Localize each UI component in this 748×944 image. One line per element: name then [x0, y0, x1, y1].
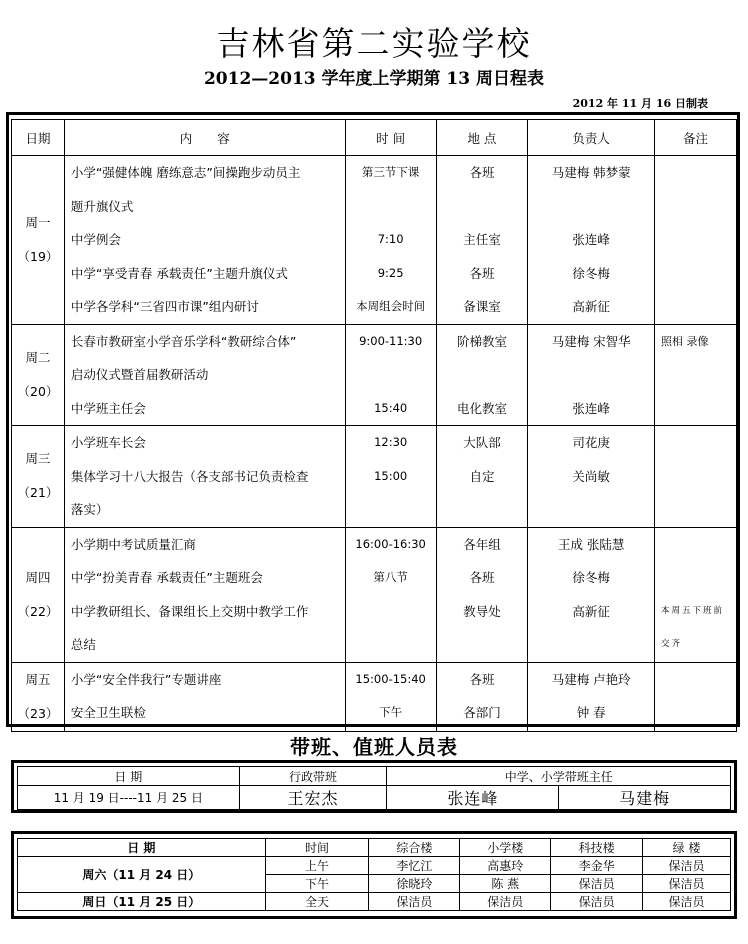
content-line: 小学班车长会 [70, 435, 146, 450]
content-line: 集体学习十八大报告（各支部书记负责检查 [70, 468, 309, 484]
weekend-header-building: 综合楼 [369, 839, 460, 857]
day-row [12, 324, 737, 426]
content-line: 落实） [70, 502, 109, 517]
content-line: 小学“安全伴我行”专题讲座 [70, 671, 222, 687]
time-cell [345, 527, 436, 662]
school-title: 吉林省第二实验学校 [216, 24, 532, 63]
day-cell [12, 426, 65, 528]
content-line: 中学教研组长、备课组长上交期中教学工作 [70, 603, 309, 619]
duty-teacher: 马建梅 [559, 786, 731, 810]
time-line: 9:25 [377, 265, 404, 280]
person-line [528, 358, 654, 392]
time-line: 7:10 [377, 232, 404, 246]
duty-header-teachers: 中学、小学带班主任 [387, 767, 731, 786]
weekend-cell: 李忆江 [369, 857, 460, 875]
note-line [655, 663, 736, 697]
note-line [655, 460, 736, 494]
note-cell [655, 156, 737, 325]
weekend-cell: 陈 燕 [460, 875, 551, 893]
made-date: 2012 年 11 月 16 日制表 [572, 97, 708, 110]
content-cell [64, 527, 345, 662]
note-line: 本周五下班前 [661, 605, 725, 616]
place-line: 大队部 [463, 435, 501, 450]
weekend-header-building: 科技楼 [551, 839, 643, 857]
place-cell [436, 156, 528, 325]
day-row [12, 662, 737, 731]
place-line [437, 190, 528, 224]
col-header-place: 地 点 [436, 120, 528, 156]
day-date: （21） [17, 485, 59, 501]
time-line: 下午 [379, 705, 403, 719]
day-row [12, 426, 737, 528]
note-line [655, 290, 736, 324]
place-line: 教导处 [463, 603, 501, 619]
content-line: 中学班主任会 [70, 400, 146, 416]
person-line [528, 493, 654, 527]
schedule-subtitle: 2012—2013 学年度上学期第 13 周日程表 [203, 69, 545, 89]
col-header-person: 负责人 [528, 120, 655, 156]
person-line: 徐冬梅 [572, 265, 610, 281]
person-cell [528, 426, 655, 528]
weekend-cell: 保洁员 [643, 893, 731, 911]
person-line: 高新征 [572, 299, 610, 314]
time-line: 15:00-15:40 [355, 671, 426, 686]
weekend-cell: 高惠玲 [460, 857, 551, 875]
person-line: 徐冬梅 [572, 570, 610, 585]
time-line: 12:30 [374, 435, 408, 449]
person-line: 张连峰 [572, 400, 610, 416]
col-header-date: 日期 [12, 120, 65, 156]
note-line [655, 392, 736, 426]
note-cell [655, 324, 737, 426]
person-line: 关尚敏 [572, 468, 610, 484]
weekend-row [18, 857, 731, 875]
time-cell [345, 324, 436, 426]
note-cell [655, 426, 737, 528]
note-line [655, 561, 736, 595]
place-line [437, 493, 528, 527]
note-line [655, 223, 736, 257]
time-line: 本周组会时间 [356, 299, 426, 313]
content-line: 安全卫生联检 [70, 705, 146, 720]
day-name: 周五 [25, 671, 51, 687]
col-header-note: 备注 [655, 120, 737, 156]
place-cell [436, 527, 528, 662]
person-cell [528, 324, 655, 426]
content-line: 中学各学科“三省四市课”组内研讨 [70, 299, 259, 314]
note-line [655, 426, 736, 460]
day-cell [12, 156, 65, 325]
place-cell [436, 426, 528, 528]
person-line [528, 190, 654, 224]
day-date: （19） [17, 248, 59, 264]
time-line: 9:00-11:30 [359, 333, 423, 348]
time-line: 15:40 [374, 400, 408, 415]
content-line: 小学“强健体魄 磨练意志”间操跑步动员主 [70, 165, 301, 180]
place-line: 各班 [469, 265, 495, 281]
note-line [655, 493, 736, 527]
time-line [346, 595, 436, 629]
content-cell [64, 324, 345, 426]
time-cell [345, 156, 436, 325]
note-line: 交齐 [661, 639, 683, 649]
person-cell [528, 156, 655, 325]
day-date: （23） [17, 705, 59, 721]
schedule-header-row [12, 120, 737, 156]
weekend-cell: 保洁员 [551, 893, 643, 911]
place-line: 电化教室 [456, 400, 507, 416]
day-name: 周四 [25, 569, 51, 585]
day-name: 周一 [25, 214, 51, 230]
person-cell [528, 662, 655, 731]
duty-admin: 王宏杰 [239, 786, 387, 810]
weekend-cell: 徐晓玲 [369, 875, 460, 893]
time-line [346, 628, 436, 662]
place-line: 备课室 [463, 299, 501, 314]
schedule-table [11, 119, 737, 732]
weekend-header-building: 小学楼 [460, 839, 551, 857]
day-cell [12, 324, 65, 426]
weekend-header-building: 绿 楼 [643, 839, 731, 857]
time-line: 15:00 [374, 468, 408, 483]
person-line: 高新征 [572, 603, 610, 619]
person-line: 王成 张陆慧 [557, 536, 625, 552]
weekend-cell: 保洁员 [551, 875, 643, 893]
weekend-table [17, 838, 731, 911]
content-cell [64, 426, 345, 528]
content-line: 长春市教研室小学音乐学科“教研综合体” [70, 333, 297, 349]
person-line: 张连峰 [572, 232, 610, 247]
day-date: （22） [17, 603, 59, 619]
day-row [12, 156, 737, 325]
weekend-cell: 保洁员 [643, 875, 731, 893]
duty-header-row [18, 767, 731, 786]
place-line: 主任室 [463, 232, 501, 247]
col-header-time: 时 间 [345, 120, 436, 156]
day-cell [12, 527, 65, 662]
day-cell [12, 662, 65, 731]
day-name: 周二 [25, 349, 51, 365]
place-line: 各班 [469, 165, 495, 180]
note-line: 照相 录像 [661, 334, 709, 348]
weekend-header-time: 时间 [265, 839, 369, 857]
person-line: 钟 春 [576, 705, 606, 720]
person-cell [528, 527, 655, 662]
weekend-cell: 保洁员 [460, 893, 551, 911]
content-cell [64, 156, 345, 325]
content-line: 中学“扮美青春 承载责任”主题班会 [70, 570, 263, 585]
person-line: 马建梅 韩梦蒙 [551, 165, 631, 180]
day-date: （20） [17, 383, 59, 399]
content-cell [64, 662, 345, 731]
place-line: 阶梯教室 [456, 333, 507, 349]
weekend-day-sunday: 周日（11 月 25 日） [18, 893, 266, 911]
person-line [528, 628, 654, 662]
weekend-day-saturday: 周六（11 月 24 日） [18, 857, 266, 893]
time-line [346, 493, 436, 527]
weekend-cell: 保洁员 [643, 857, 731, 875]
weekend-cell: 上午 [265, 857, 369, 875]
place-line: 各部门 [463, 705, 501, 720]
day-row [12, 527, 737, 662]
place-line: 各年组 [463, 536, 501, 552]
time-line: 第三节下课 [361, 165, 420, 179]
content-line: 中学“享受青春 承载责任”主题升旗仪式 [70, 265, 288, 281]
content-line: 题升旗仪式 [70, 198, 134, 214]
weekend-row [18, 893, 731, 911]
content-line: 启动仪式暨首届教研活动 [70, 367, 209, 382]
duty-table [17, 766, 731, 810]
place-cell [436, 324, 528, 426]
time-line [346, 358, 436, 392]
note-line [655, 156, 736, 190]
place-line: 各班 [469, 570, 495, 585]
time-cell [345, 662, 436, 731]
note-line [655, 190, 736, 224]
duty-period: 11 月 19 日----11 月 25 日 [18, 786, 240, 810]
day-name: 周三 [25, 451, 51, 467]
duty-teacher: 张连峰 [387, 786, 559, 810]
time-line [346, 190, 436, 224]
note-line [655, 257, 736, 291]
col-header-content: 内 容 [64, 120, 345, 156]
duty-title: 带班、值班人员表 [290, 735, 458, 759]
place-cell [436, 662, 528, 731]
note-line [655, 696, 736, 730]
note-cell [655, 662, 737, 731]
place-line [437, 358, 528, 392]
place-line: 自定 [469, 468, 495, 484]
place-line [437, 628, 528, 662]
person-line: 马建梅 宋智华 [551, 333, 631, 349]
person-line: 马建梅 卢艳玲 [551, 671, 631, 687]
note-line [655, 358, 736, 392]
time-line: 第八节 [373, 570, 408, 584]
weekend-header-row [18, 839, 731, 857]
content-line: 总结 [70, 637, 96, 652]
weekend-cell: 下午 [265, 875, 369, 893]
note-cell [655, 527, 737, 662]
weekend-cell: 李金华 [551, 857, 643, 875]
note-line [655, 528, 736, 562]
place-line: 各班 [469, 671, 495, 687]
weekend-cell: 全天 [265, 893, 369, 911]
weekend-cell: 保洁员 [369, 893, 460, 911]
weekend-header-date: 日 期 [18, 839, 266, 857]
content-line: 小学期中考试质量汇商 [70, 536, 196, 552]
duty-row [18, 786, 731, 810]
content-line: 中学例会 [70, 232, 121, 247]
time-cell [345, 426, 436, 528]
time-line: 16:00-16:30 [355, 536, 426, 551]
duty-header-date: 日 期 [18, 767, 240, 786]
duty-header-admin: 行政带班 [239, 767, 387, 786]
person-line: 司花庚 [572, 435, 610, 450]
